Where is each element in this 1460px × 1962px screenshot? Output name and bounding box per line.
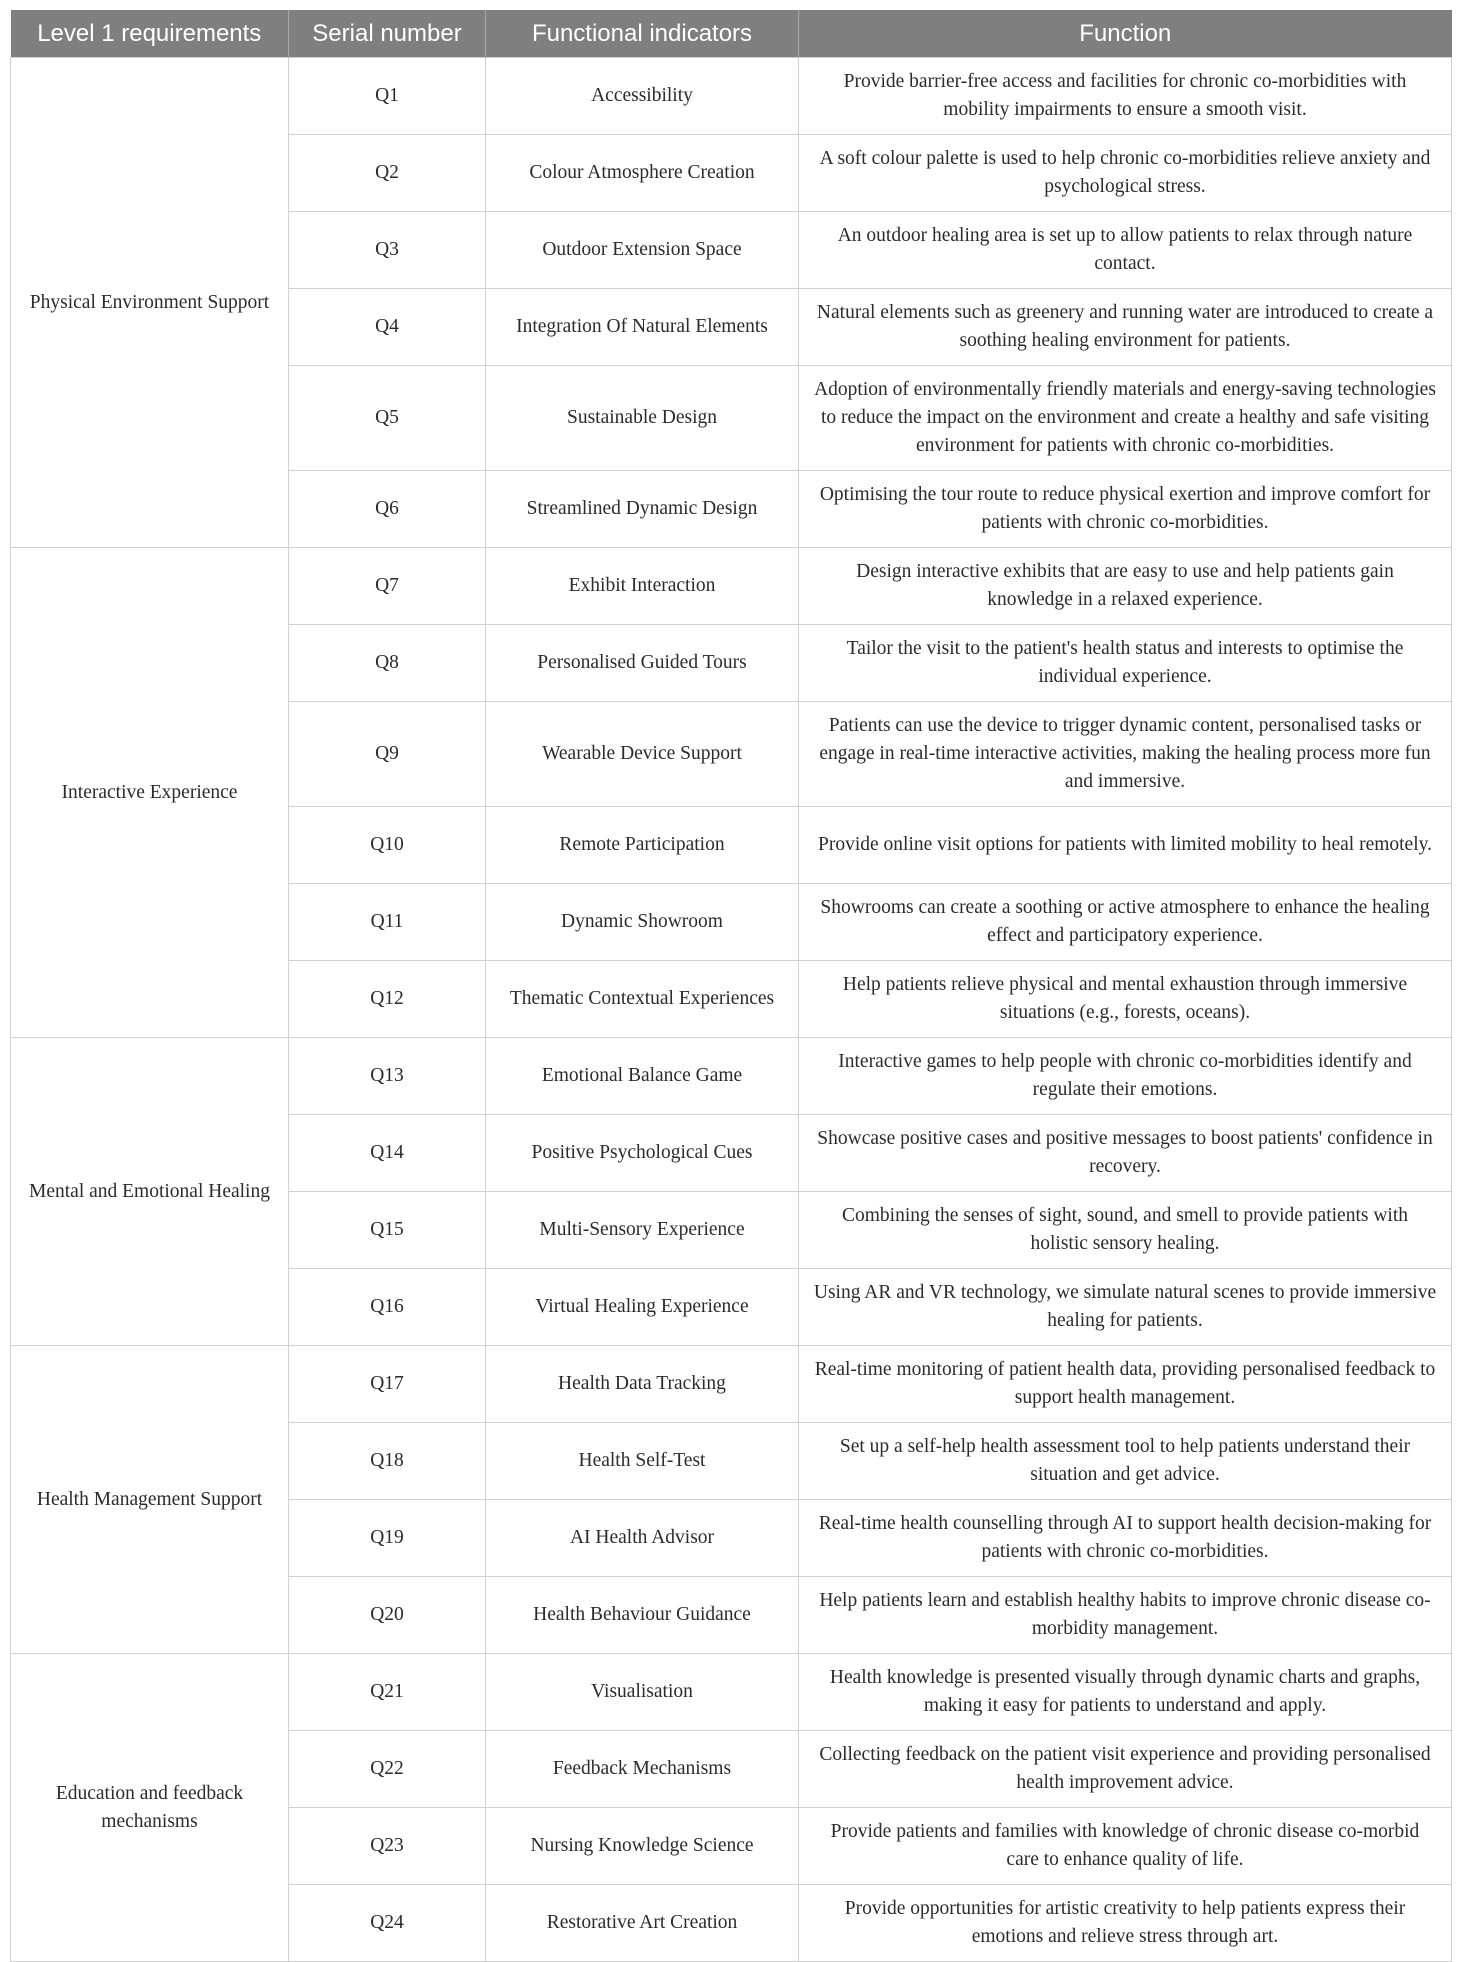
level1-requirement-cell: Mental and Emotional Healing <box>11 1038 289 1346</box>
serial-number-cell: Q3 <box>289 212 486 289</box>
table-row <box>11 548 1452 625</box>
level1-requirement-cell: Education and feedback mechanisms <box>11 1654 289 1962</box>
table-row <box>11 1346 1452 1423</box>
function-cell: Showcase positive cases and positive messages to boost patients' confidence in recovery. <box>799 1115 1452 1192</box>
header-serial: Serial number <box>289 10 486 58</box>
function-cell: Patients can use the device to trigger dynamic content, personalised tasks or engage in real-time interactive activities, making the healing process more fun and immersive. <box>799 702 1452 807</box>
table-row <box>11 1654 1452 1731</box>
functional-indicator-cell: Exhibit Interaction <box>486 548 799 625</box>
header-row <box>11 10 1452 58</box>
functional-indicator-cell: Streamlined Dynamic Design <box>486 471 799 548</box>
functional-indicator-cell: Thematic Contextual Experiences <box>486 961 799 1038</box>
functional-indicator-cell: Sustainable Design <box>486 366 799 471</box>
functional-indicator-cell: Remote Participation <box>486 807 799 884</box>
serial-number-cell: Q6 <box>289 471 486 548</box>
table-row <box>11 58 1452 135</box>
serial-number-cell: Q10 <box>289 807 486 884</box>
table-body <box>11 58 1452 1962</box>
functional-indicator-cell: Wearable Device Support <box>486 702 799 807</box>
level1-requirement-cell: Health Management Support <box>11 1346 289 1654</box>
level1-requirement-cell: Interactive Experience <box>11 548 289 1038</box>
level1-requirement-cell: Physical Environment Support <box>11 58 289 548</box>
serial-number-cell: Q14 <box>289 1115 486 1192</box>
functional-indicator-cell: Health Data Tracking <box>486 1346 799 1423</box>
functional-indicator-cell: Multi-Sensory Experience <box>486 1192 799 1269</box>
serial-number-cell: Q9 <box>289 702 486 807</box>
function-cell: Adoption of environmentally friendly materials and energy-saving technologies to reduce the impact on the environment and create a healthy and safe visiting environment for patients with chronic co-morbidities. <box>799 366 1452 471</box>
function-cell: Collecting feedback on the patient visit experience and providing personalised health improvement advice. <box>799 1731 1452 1808</box>
functional-indicator-cell: Emotional Balance Game <box>486 1038 799 1115</box>
serial-number-cell: Q18 <box>289 1423 486 1500</box>
table-row <box>11 1038 1452 1115</box>
serial-number-cell: Q19 <box>289 1500 486 1577</box>
header-indicators: Functional indicators <box>486 10 799 58</box>
functional-indicator-cell: Accessibility <box>486 58 799 135</box>
function-cell: Provide online visit options for patients with limited mobility to heal remotely. <box>799 807 1452 884</box>
functional-indicator-cell: Integration Of Natural Elements <box>486 289 799 366</box>
functional-indicator-cell: Health Behaviour Guidance <box>486 1577 799 1654</box>
function-cell: Real-time health counselling through AI to support health decision-making for patients with chronic co-morbidities. <box>799 1500 1452 1577</box>
functional-indicator-cell: Restorative Art Creation <box>486 1885 799 1962</box>
functional-indicator-cell: Health Self-Test <box>486 1423 799 1500</box>
functional-indicator-cell: Colour Atmosphere Creation <box>486 135 799 212</box>
function-cell: Interactive games to help people with chronic co-morbidities identify and regulate their emotions. <box>799 1038 1452 1115</box>
functional-indicator-cell: Positive Psychological Cues <box>486 1115 799 1192</box>
function-cell: Combining the senses of sight, sound, and smell to provide patients with holistic sensory healing. <box>799 1192 1452 1269</box>
functional-indicator-cell: AI Health Advisor <box>486 1500 799 1577</box>
function-cell: Provide barrier-free access and facilities for chronic co-morbidities with mobility impairments to ensure a smooth visit. <box>799 58 1452 135</box>
serial-number-cell: Q15 <box>289 1192 486 1269</box>
functional-indicator-cell: Feedback Mechanisms <box>486 1731 799 1808</box>
serial-number-cell: Q8 <box>289 625 486 702</box>
serial-number-cell: Q24 <box>289 1885 486 1962</box>
serial-number-cell: Q20 <box>289 1577 486 1654</box>
functional-indicator-cell: Virtual Healing Experience <box>486 1269 799 1346</box>
serial-number-cell: Q13 <box>289 1038 486 1115</box>
serial-number-cell: Q12 <box>289 961 486 1038</box>
function-cell: Natural elements such as greenery and running water are introduced to create a soothing healing environment for patients. <box>799 289 1452 366</box>
serial-number-cell: Q21 <box>289 1654 486 1731</box>
function-cell: Showrooms can create a soothing or active atmosphere to enhance the healing effect and participatory experience. <box>799 884 1452 961</box>
function-cell: Using AR and VR technology, we simulate natural scenes to provide immersive healing for patients. <box>799 1269 1452 1346</box>
function-cell: Real-time monitoring of patient health data, providing personalised feedback to support health management. <box>799 1346 1452 1423</box>
serial-number-cell: Q4 <box>289 289 486 366</box>
serial-number-cell: Q22 <box>289 1731 486 1808</box>
function-cell: Set up a self-help health assessment tool to help patients understand their situation and get advice. <box>799 1423 1452 1500</box>
function-cell: Tailor the visit to the patient's health status and interests to optimise the individual experience. <box>799 625 1452 702</box>
function-cell: An outdoor healing area is set up to allow patients to relax through nature contact. <box>799 212 1452 289</box>
function-cell: Provide opportunities for artistic creativity to help patients express their emotions and relieve stress through art. <box>799 1885 1452 1962</box>
serial-number-cell: Q5 <box>289 366 486 471</box>
function-cell: Design interactive exhibits that are easy to use and help patients gain knowledge in a relaxed experience. <box>799 548 1452 625</box>
functional-indicator-cell: Nursing Knowledge Science <box>486 1808 799 1885</box>
function-cell: A soft colour palette is used to help chronic co-morbidities relieve anxiety and psychological stress. <box>799 135 1452 212</box>
serial-number-cell: Q7 <box>289 548 486 625</box>
serial-number-cell: Q11 <box>289 884 486 961</box>
serial-number-cell: Q16 <box>289 1269 486 1346</box>
serial-number-cell: Q17 <box>289 1346 486 1423</box>
serial-number-cell: Q1 <box>289 58 486 135</box>
function-cell: Help patients learn and establish healthy habits to improve chronic disease co-morbidity management. <box>799 1577 1452 1654</box>
function-cell: Help patients relieve physical and mental exhaustion through immersive situations (e.g., forests, oceans). <box>799 961 1452 1038</box>
functional-indicator-cell: Dynamic Showroom <box>486 884 799 961</box>
serial-number-cell: Q2 <box>289 135 486 212</box>
table-header <box>11 10 1452 58</box>
header-level1: Level 1 requirements <box>11 10 289 58</box>
function-cell: Health knowledge is presented visually through dynamic charts and graphs, making it easy for patients to understand and apply. <box>799 1654 1452 1731</box>
function-cell: Optimising the tour route to reduce physical exertion and improve comfort for patients with chronic co-morbidities. <box>799 471 1452 548</box>
requirements-table <box>10 10 1452 1962</box>
functional-indicator-cell: Visualisation <box>486 1654 799 1731</box>
functional-indicator-cell: Personalised Guided Tours <box>486 625 799 702</box>
function-cell: Provide patients and families with knowledge of chronic disease co-morbid care to enhance quality of life. <box>799 1808 1452 1885</box>
serial-number-cell: Q23 <box>289 1808 486 1885</box>
functional-indicator-cell: Outdoor Extension Space <box>486 212 799 289</box>
header-function: Function <box>799 10 1452 58</box>
